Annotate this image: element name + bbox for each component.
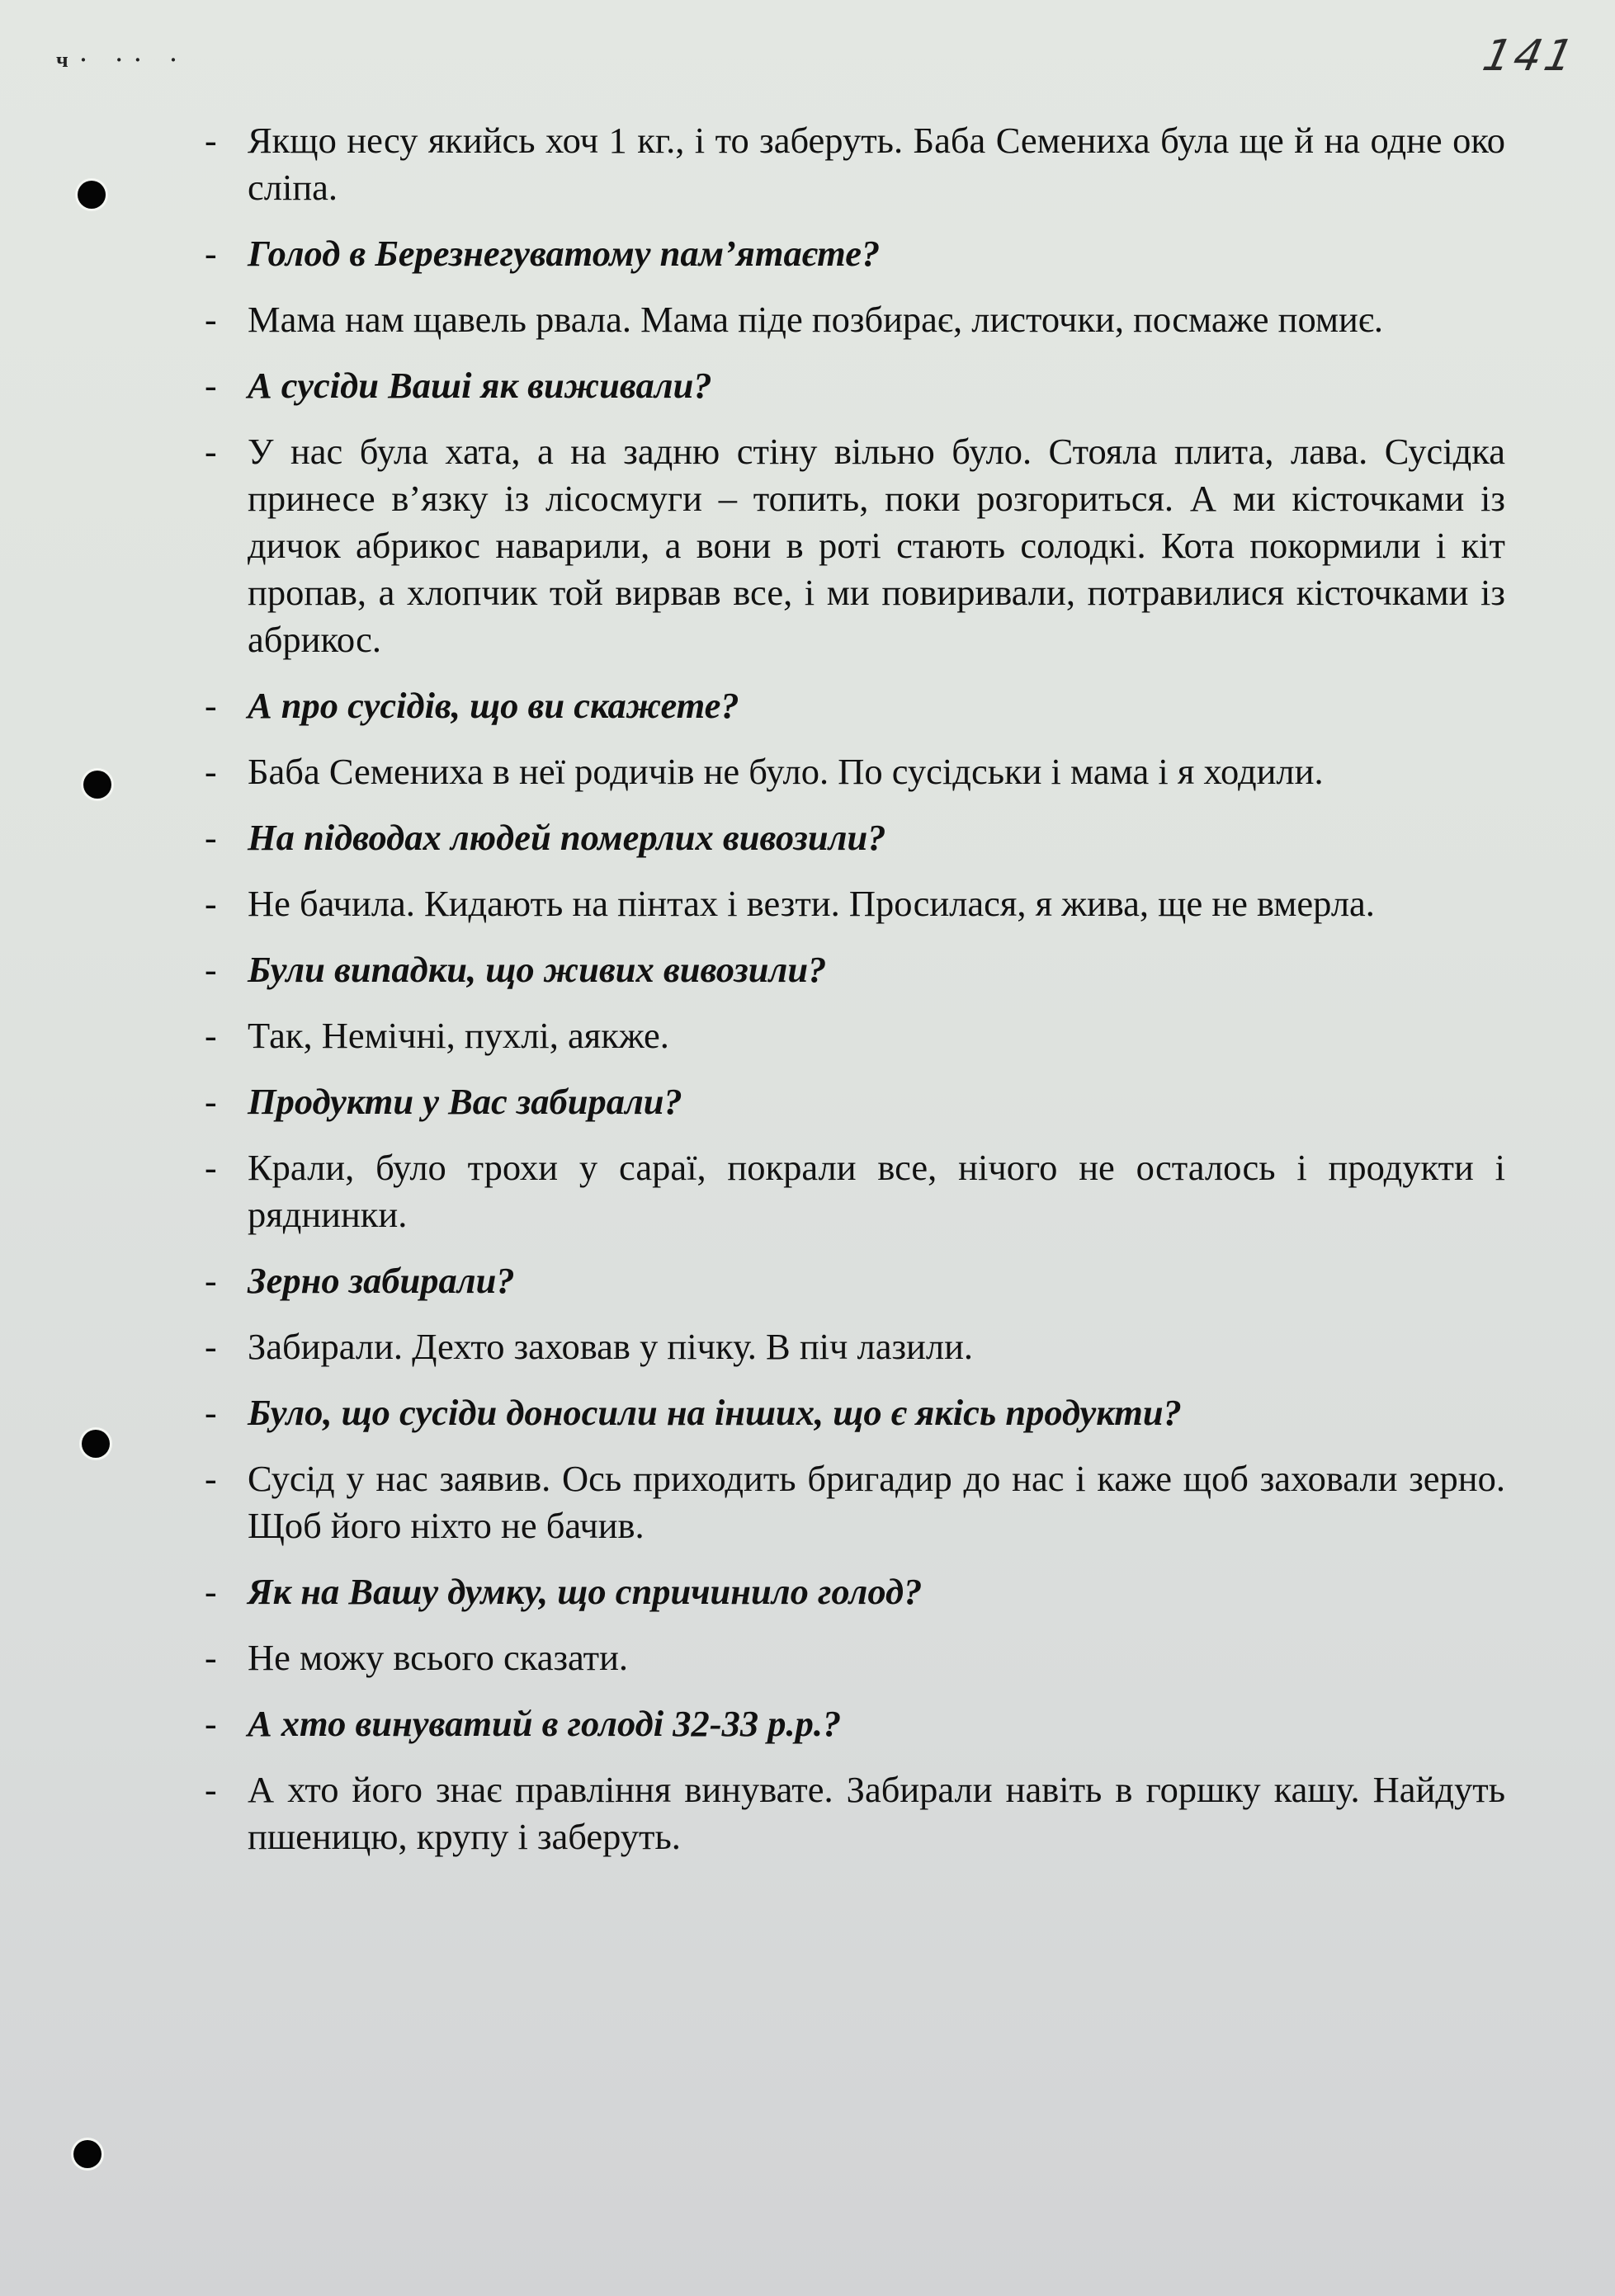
question-entry xyxy=(205,682,1505,729)
question-entry xyxy=(205,1389,1505,1436)
question-text: Голод в Березнегуватому пам’ятаєте? xyxy=(248,233,881,274)
dash-marker: - xyxy=(205,1327,217,1367)
punch-hole-icon xyxy=(78,181,106,209)
question-entry xyxy=(205,1078,1505,1125)
dash-marker: - xyxy=(205,1572,217,1612)
punch-hole-icon xyxy=(83,771,111,799)
question-entry xyxy=(205,362,1505,409)
page-number: 141 xyxy=(1478,31,1581,81)
answer-entry xyxy=(205,1766,1505,1860)
dash-marker: - xyxy=(205,120,217,161)
question-entry xyxy=(205,230,1505,277)
answer-text: Забирали. Дехто заховав у пічку. В піч лазили. xyxy=(248,1326,974,1367)
answer-text: У нас була хата, а на задню стіну вільно було. Стояла плита, лава. Сусідка принесе в’язку із лісосмуги – топить, поки розгориться. А ми кісточками із дичок абрикос наварили, а вони в роті стають солодкі. Кота покормили і кіт пропав, а хлопчик той вирвав все, і ми повиривали, потравилися кісточками із абрикос. xyxy=(248,431,1505,660)
dash-marker: - xyxy=(205,1148,217,1188)
question-entry xyxy=(205,1700,1505,1747)
answer-entry xyxy=(205,1634,1505,1681)
dash-marker: - xyxy=(205,1261,217,1301)
answer-text: Якщо несу якийсь хоч 1 кг., і то заберуть. Баба Семениха була ще й на одне око сліпа. xyxy=(248,120,1505,208)
dash-marker: - xyxy=(205,950,217,990)
dash-marker: - xyxy=(205,233,217,274)
answer-text: Не бачила. Кидають на пінтах і везти. Просилася, я жива, ще не вмерла. xyxy=(248,883,1375,924)
answer-text: Так, Немічні, пухлі, аякже. xyxy=(248,1015,669,1056)
scan-marks: ч· ·· · xyxy=(56,48,189,72)
dash-marker: - xyxy=(205,818,217,858)
answer-text: Мама нам щавель рвала. Мама піде позбирає, листочки, посмаже помиє. xyxy=(248,299,1384,340)
dash-marker: - xyxy=(205,1393,217,1433)
dash-marker: - xyxy=(205,299,217,340)
question-text: Продукти у Вас забирали? xyxy=(248,1081,682,1122)
dash-marker: - xyxy=(205,752,217,792)
dash-marker: - xyxy=(205,365,217,406)
question-text: А сусіди Ваші як виживали? xyxy=(248,365,712,406)
question-text: Були випадки, що живих вивозили? xyxy=(248,949,827,990)
answer-text: А хто його знає правління винувате. Забирали навіть в горшку кашу. Найдуть пшеницю, крупу і заберуть. xyxy=(248,1769,1505,1857)
answer-entry xyxy=(205,1323,1505,1370)
punch-hole-icon xyxy=(73,2140,102,2168)
answer-entry xyxy=(205,880,1505,927)
interview-transcript xyxy=(205,117,1505,1879)
question-entry xyxy=(205,814,1505,861)
dash-marker: - xyxy=(205,1016,217,1056)
punch-hole-icon xyxy=(82,1430,110,1458)
question-text: Як на Вашу думку, що спричинило голод? xyxy=(248,1571,923,1612)
answer-entry xyxy=(205,748,1505,795)
dash-marker: - xyxy=(205,1770,217,1810)
answer-entry xyxy=(205,117,1505,211)
dash-marker: - xyxy=(205,686,217,726)
question-text: А про сусідів, що ви скажете? xyxy=(248,685,739,726)
question-text: Зерно забирали? xyxy=(248,1260,515,1301)
answer-text: Баба Семениха в неї родичів не було. По сусідськи і мама і я ходили. xyxy=(248,751,1324,792)
answer-text: Крали, було трохи у сараї, покрали все, нічого не осталось і продукти і ряднинки. xyxy=(248,1147,1505,1235)
question-text: На підводах людей померлих вивозили? xyxy=(248,817,886,858)
dash-marker: - xyxy=(205,1459,217,1499)
dash-marker: - xyxy=(205,431,217,472)
answer-entry xyxy=(205,1012,1505,1059)
answer-entry xyxy=(205,1455,1505,1549)
answer-entry xyxy=(205,428,1505,663)
question-entry xyxy=(205,1568,1505,1615)
dash-marker: - xyxy=(205,1638,217,1678)
dash-marker: - xyxy=(205,1704,217,1744)
dash-marker: - xyxy=(205,1082,217,1122)
answer-entry xyxy=(205,296,1505,343)
question-text: Було, що сусіди доносили на інших, що є якісь продукти? xyxy=(248,1392,1182,1433)
question-text: А хто винуватий в голоді 32-33 р.р.? xyxy=(248,1703,842,1744)
question-entry xyxy=(205,1257,1505,1304)
dash-marker: - xyxy=(205,884,217,924)
answer-entry xyxy=(205,1144,1505,1238)
question-entry xyxy=(205,946,1505,993)
answer-text: Не можу всього сказати. xyxy=(248,1637,629,1678)
answer-text: Сусід у нас заявив. Ось приходить бригадир до нас і каже щоб заховали зерно. Щоб його ніхто не бачив. xyxy=(248,1458,1505,1546)
